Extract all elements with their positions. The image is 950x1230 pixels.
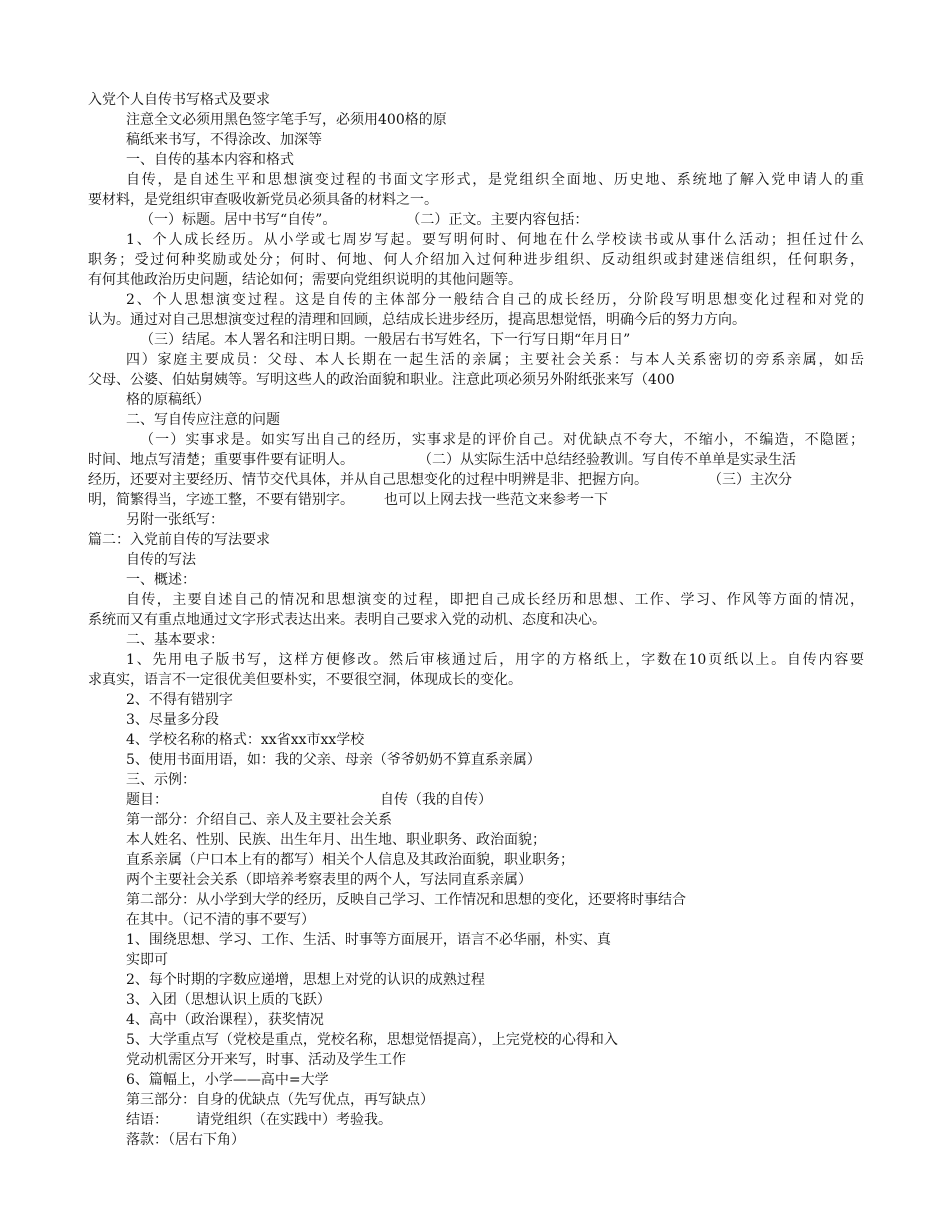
- text-line: 1、围绕思想、学习、工作、生活、时事等方面展开，语言不必华丽，朴实、真: [126, 932, 611, 948]
- text-line: 两个主要社会关系（即培养考察表里的两个人，写法同直系亲属）: [126, 872, 532, 888]
- text-line: 父母、公婆、伯姑舅姨等。写明这些人的政治面貌和职业。注意此项必须另外附纸张来写（400: [88, 372, 675, 388]
- text-segment: 请党组织（在实践中）考验我。: [196, 1112, 392, 1128]
- text-line: 2、每个时期的字数应递增，思想上对党的认识的成熟过程: [126, 972, 485, 988]
- text-line: 第三部分：自身的优缺点（先写优点，再写缺点）: [126, 1092, 434, 1108]
- text-line: 2、不得有错别字: [126, 692, 233, 708]
- text-line: 求真实，语言不一定很优美但要朴实，不要很空洞，体现成长的变化。: [88, 672, 522, 688]
- text-line: 本人姓名、性别、民族、出生年月、出生地、职业职务、政治面貌；: [126, 832, 546, 848]
- text-line: 1、先用电子版书写，这样方便修改。然后审核通过后，用字的方格纸上，字数在10页纸以上。自传内容要: [126, 652, 864, 668]
- text-line: [88, 490, 864, 510]
- text-line: 4、高中（政治课程），获奖情况: [126, 1012, 324, 1028]
- text-segment: （三）主次分: [708, 472, 792, 488]
- text-line: 二、写自传应注意的问题: [126, 412, 280, 428]
- text-line: 第一部分：介绍自己、亲人及主要社会关系: [126, 812, 392, 828]
- text-segment: 自传（我的自传）: [380, 792, 492, 808]
- text-line: 要材料，是党组织审查吸收新党员必须具备的材料之一。: [88, 192, 438, 208]
- text-line: [88, 790, 864, 810]
- text-line: 入党个人自传书写格式及要求: [88, 92, 270, 108]
- text-segment: 时间、地点写清楚；重要事件要有证明人。: [88, 452, 354, 468]
- text-line: 职务；受过何种奖励或处分；何时、何地、何人介绍加入过何种进步组织、反动组织或封建迷信组织，任何职务，: [88, 252, 864, 268]
- text-line: 4、学校名称的格式：xx省xx市xx学校: [126, 732, 365, 748]
- text-line: [88, 210, 864, 230]
- text-line: 第二部分：从小学到大学的经历，反映自己学习、工作情况和思想的变化，还要将时事结合: [126, 892, 686, 908]
- text-line: 在其中。（记不清的事不要写）: [126, 912, 315, 928]
- text-line: 注意全文必须用黑色签字笔手写，必须用400格的原: [126, 112, 447, 128]
- text-line: 一、自传的基本内容和格式: [126, 152, 294, 168]
- text-line: 落款：（居右下角）: [126, 1132, 245, 1148]
- text-line: 2、个人思想演变过程。这是自传的主体部分一般结合自己的成长经历，分阶段写明思想变化过程和对党的: [126, 292, 864, 308]
- text-segment: 也可以上网去找一些范文来参考一下: [384, 492, 608, 508]
- text-line: [88, 1110, 864, 1130]
- text-line: 一、概述：: [126, 572, 196, 588]
- text-segment: （一）标题。居中书写“自传”。: [140, 212, 337, 228]
- text-line: 5、使用书面用语，如：我的父亲、母亲（爷爷奶奶不算直系亲属）: [126, 752, 541, 768]
- text-segment: 明，简繁得当，字迹工整，不要有错别字。: [88, 492, 354, 508]
- text-segment: 题目：: [126, 792, 168, 808]
- text-line: 稿纸来书写，不得涂改、加深等: [126, 132, 322, 148]
- text-line: 3、尽量多分段: [126, 712, 219, 728]
- text-line: 四）家庭主要成员：父母、本人长期在一起生活的亲属；主要社会关系：与本人关系密切的旁系亲属，如岳: [126, 352, 864, 368]
- text-line: 自传，是自述生平和思想演变过程的书面文字形式，是党组织全面地、历史地、系统地了解入党申请人的重: [126, 172, 864, 188]
- text-line: 二、基本要求：: [126, 632, 224, 648]
- text-segment: 结语：: [126, 1112, 168, 1128]
- text-line: 另附一张纸写：: [126, 512, 224, 528]
- text-line: 自传，主要自述自己的情况和思想演变的过程，即把自己成长经历和思想、工作、学习、作风等方面的情况，: [126, 592, 864, 608]
- text-line: 3、入团（思想认识上质的飞跃）: [126, 992, 331, 1008]
- text-line: 认为。通过对自己思想演变过程的清理和回顾，总结成长进步经历，提高思想觉悟，明确今后的努力方向。: [88, 312, 746, 328]
- text-line: 系统而又有重点地通过文字形式表达出来。表明自己要求入党的动机、态度和决心。: [88, 612, 606, 628]
- text-line: 有何其他政治历史问题，结论如何；需要向党组织说明的其他问题等。: [88, 272, 522, 288]
- text-line: 格的原稿纸）: [126, 392, 210, 408]
- text-line: [88, 450, 864, 470]
- text-line: 直系亲属（户口本上有的都写）相关个人信息及其政治面貌，职业职务；: [126, 852, 574, 868]
- text-line: 三、示例：: [126, 772, 196, 788]
- text-line: 党动机需区分开来写，时事、活动及学生工作: [126, 1052, 406, 1068]
- text-line: 自传的写法: [126, 552, 196, 568]
- text-line: 5、大学重点写（党校是重点，党校名称，思想觉悟提高），上完党校的心得和入: [126, 1032, 618, 1048]
- text-segment: （二）正文。主要内容包括：: [406, 212, 589, 228]
- text-line: [88, 470, 864, 490]
- document-body: [88, 90, 864, 1150]
- text-line: （一）实事求是。如实写出自己的经历，实事求是的评价自己。对优缺点不夸大，不缩小，不编造，不隐匿；: [140, 432, 864, 448]
- text-line: 篇二：入党前自传的写法要求: [88, 532, 270, 548]
- text-segment: 经历，还要对主要经历、情节交代具体，并从自己思想变化的过程中明辨是非、把握方向。: [88, 472, 648, 488]
- text-line: 1、个人成长经历。从小学或七周岁写起。要写明何时、何地在什么学校读书或从事什么活动；担任过什么: [126, 232, 864, 248]
- text-line: 实即可: [126, 952, 168, 968]
- text-line: （三）结尾。本人署名和注明日期。一般居右书写姓名，下一行写日期“年月日”: [140, 332, 631, 348]
- text-line: 6、篇幅上，小学——高中=大学: [126, 1072, 329, 1088]
- text-segment: （二）从实际生活中总结经验教训。写自传不单单是实录生活: [418, 452, 796, 468]
